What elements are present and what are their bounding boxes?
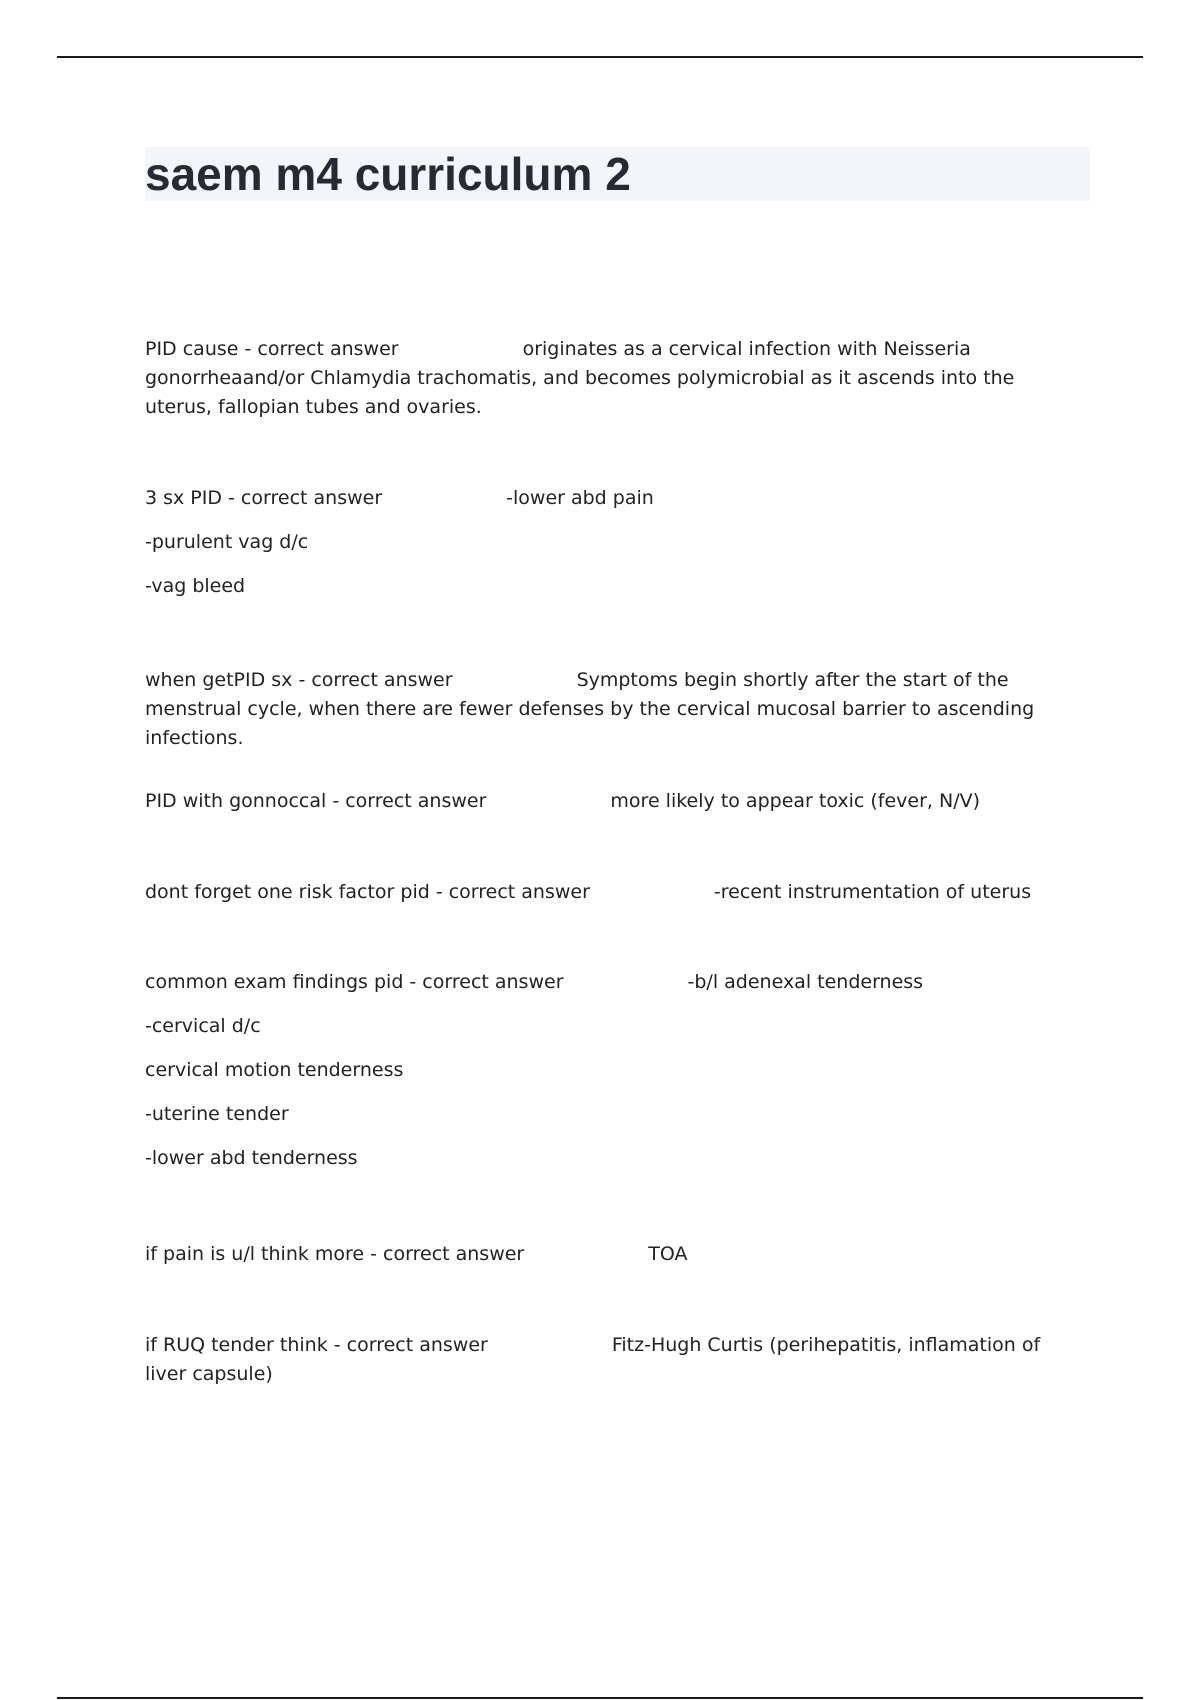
flashcard-definition: Fitz-Hugh Curtis (perihepatitis, inflamation of liver capsule) <box>145 1334 1041 1385</box>
flashcard <box>145 484 1065 601</box>
flashcard-definition: -lower abd pain <box>506 487 654 509</box>
top-rule <box>57 56 1143 58</box>
flashcard-term: dont forget one risk factor pid - correct answer <box>145 881 590 903</box>
flashcard-term: PID with gonnoccal - correct answer <box>145 790 487 812</box>
flashcard <box>145 666 1065 753</box>
flashcard-extra-line: -uterine tender <box>145 1103 289 1125</box>
flashcard-extra-line: -cervical d/c <box>145 1015 261 1037</box>
flashcard-definition: TOA <box>648 1243 688 1265</box>
flashcard-definition: originates as a cervical infection with Neisseria gonorrheaand/or Chlamydia trachomatis, and becomes polymicrobial as it ascends into the uterus, fallopian tubes and ovaries. <box>145 338 1015 418</box>
flashcard-term: if pain is u/l think more - correct answer <box>145 1243 525 1265</box>
flashcard <box>145 1331 1065 1389</box>
flashcard-term: when getPID sx - correct answer <box>145 669 453 691</box>
flashcard-term: 3 sx PID - correct answer <box>145 487 383 509</box>
flashcard-extra-line: cervical motion tenderness <box>145 1059 404 1081</box>
bottom-rule <box>57 1697 1143 1699</box>
document-title: saem m4 curriculum 2 <box>145 148 631 200</box>
flashcard-extra-line: -purulent vag d/c <box>145 531 309 553</box>
flashcard-term: common exam findings pid - correct answer <box>145 971 564 993</box>
flashcard <box>145 787 1065 816</box>
flashcard-extra-line: -lower abd tenderness <box>145 1147 358 1169</box>
flashcard-definition: -recent instrumentation of uterus <box>713 881 1032 903</box>
title-banner <box>145 147 1090 201</box>
flashcard-definition: Symptoms begin shortly after the start of the menstrual cycle, when there are fewer defenses by the cervical mucosal barrier to ascending infections. <box>145 669 1035 749</box>
flashcard-extra-line: -vag bleed <box>145 575 246 597</box>
flashcard-term: if RUQ tender think - correct answer <box>145 1334 488 1356</box>
flashcard-definition: -b/l adenexal tenderness <box>687 971 924 993</box>
flashcard <box>145 878 1065 907</box>
flashcard-term: PID cause - correct answer <box>145 338 399 360</box>
flashcard <box>145 1240 1065 1269</box>
flashcard <box>145 968 1065 1173</box>
flashcard-definition: more likely to appear toxic (fever, N/V) <box>610 790 981 812</box>
flashcard <box>145 335 1065 422</box>
